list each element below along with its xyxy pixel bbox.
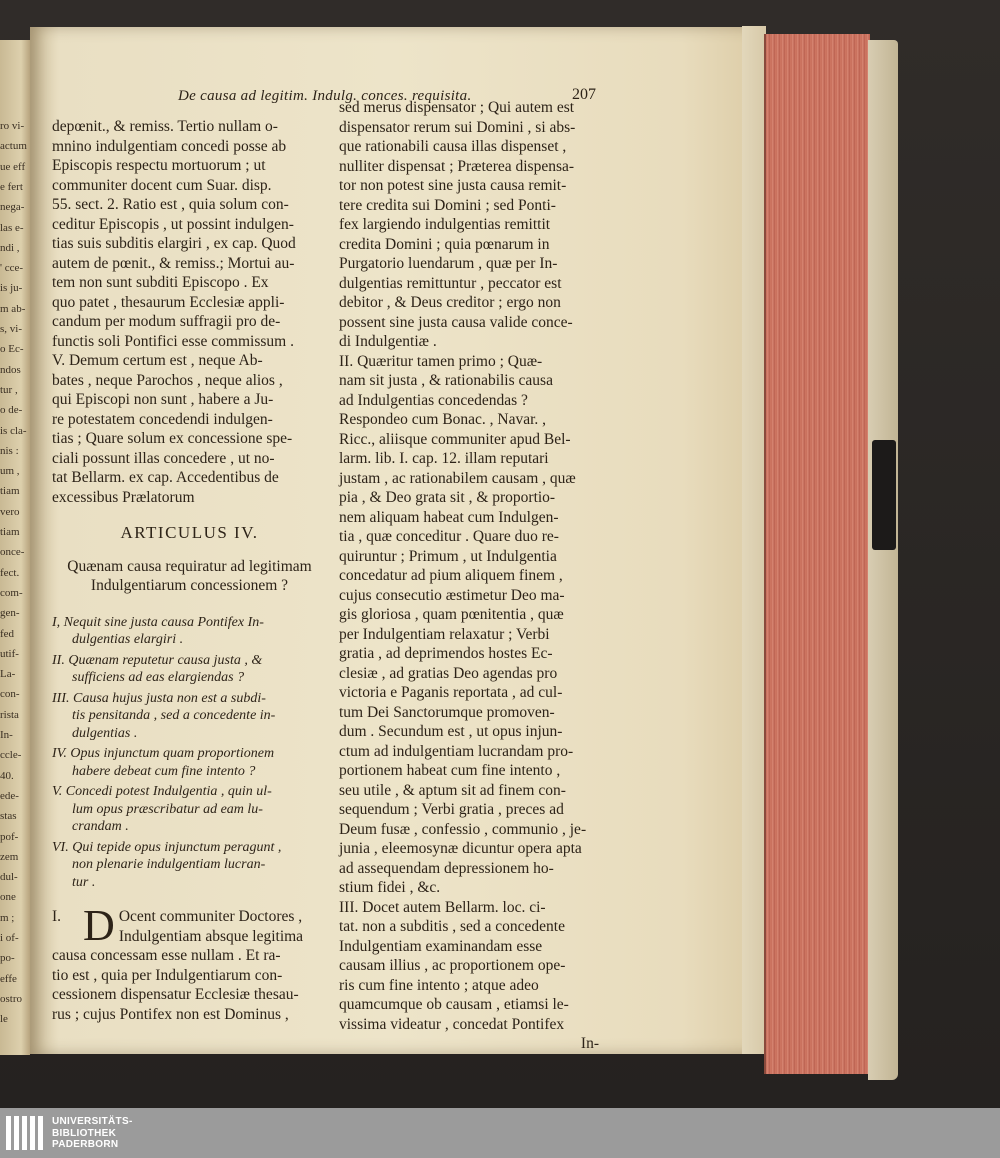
summary-text: lum opus præscribatur ad eam lu- — [72, 801, 263, 817]
text-line: credita Domini ; quia pœnarum in — [339, 235, 550, 253]
summary-text: crandam . — [72, 819, 129, 834]
text-line: per Indulgentiam relaxatur ; Verbi — [339, 625, 550, 643]
article-question — [52, 557, 327, 596]
summary-text: Concedi potest Indulgentia , quin ul- — [65, 784, 272, 799]
text-line: Indulgentiam absque legitima — [118, 927, 304, 945]
facing-page-fragment: ndos — [0, 363, 21, 376]
facing-page-fragment: La- — [0, 668, 16, 681]
summary-text: Causa hujus justa non est a subdi- — [73, 690, 266, 706]
facing-page-fragment: stas — [0, 810, 17, 823]
text-line: junia , eleemosynæ dicuntur opera apta — [339, 840, 582, 857]
facing-page-fragment: tiam — [0, 485, 20, 498]
facing-page-fragment: i of- — [0, 932, 19, 944]
text-line: tia , quæ conceditur . Quare duo re- — [339, 528, 559, 545]
text-line: ris cum fine intento ; atque adeo — [339, 976, 539, 994]
text-line: Ricc., aliisque communiter apud Bel- — [339, 430, 571, 448]
text-line: cessionem dispensatur Ecclesiæ thesau- — [52, 986, 299, 1003]
right-column — [339, 98, 629, 1054]
facing-page-fragment: dul- — [0, 871, 18, 884]
summary-line — [52, 707, 327, 725]
logo-line: UNIVERSITÄTS- — [52, 1116, 133, 1127]
text-line: cujus consecutio æstimetur Deo ma- — [339, 586, 565, 604]
page-edge-red — [764, 34, 870, 1074]
facing-page-fragment: ro vi- — [0, 120, 25, 132]
drop-cap: D — [83, 901, 115, 950]
facing-page-fragment: com- — [0, 586, 23, 599]
text-line: dispensator rerum sui Domini , si abs- — [339, 118, 576, 136]
summary-line — [52, 874, 327, 892]
text-line: stium fidei , &c. — [339, 879, 441, 896]
facing-page-fragment: fect. — [0, 566, 20, 579]
text-line: victoria e Paganis reportata , ad cul- — [339, 684, 563, 701]
text-line: depœnit., & remiss. Tertio nullam o- — [52, 118, 278, 135]
facing-page-fragment: con- — [0, 688, 20, 701]
summary-line — [52, 783, 327, 801]
facing-page-fragment: pof- — [0, 830, 19, 843]
summary-text: Qui tepide opus injunctum peragunt , — [72, 839, 282, 855]
text-line: quiruntur ; Primum , ut Indulgentia — [339, 547, 557, 565]
facing-page-fragment: nis : — [0, 444, 19, 457]
summary-line — [52, 763, 327, 781]
facing-page-fragment: ede- — [0, 789, 19, 802]
article-heading: ARTICULUS IV. — [120, 523, 259, 542]
summary-line — [52, 725, 327, 743]
text-line: nem aliquam habeat cum Indulgen- — [339, 508, 559, 526]
book-cover-edge — [868, 40, 898, 1080]
text-line: re potestatem concedendi indulgen- — [52, 410, 273, 428]
facing-page-fragment: is ju- — [0, 282, 23, 295]
summary-item — [52, 745, 327, 780]
text-line: gis gloriosa , quam pœnitentia , quæ — [339, 606, 564, 623]
text-line: tat. non a subditis , sed a concedente — [339, 918, 565, 935]
facing-page-fragment: s, vi- — [0, 323, 22, 335]
text-line: tum Dei Sanctorumque promoven- — [339, 703, 555, 721]
summary-item — [52, 783, 327, 836]
summary-number: V. — [52, 784, 63, 799]
summary-item — [52, 690, 327, 743]
summary-text: Quænam reputetur causa justa , & — [68, 652, 263, 668]
text-line: sequendum ; Verbi gratia , preces ad — [339, 801, 564, 818]
text-line: tat Bellarm. ex cap. Accedentibus de — [52, 469, 279, 486]
facing-page-fragment: m ab- — [0, 302, 26, 315]
summary-list — [52, 614, 327, 892]
question-line: Indulgentiarum concessionem ? — [90, 577, 289, 594]
text-line: rus ; cujus Pontifex non est Dominus , — [52, 1005, 289, 1023]
paragraph-one — [52, 901, 327, 1024]
text-line: debitor , & Deus creditor ; ergo non — [339, 294, 561, 311]
summary-item — [52, 614, 327, 649]
text-line: Ocent communiter Doctores , — [118, 908, 303, 925]
facing-page-fragment: is cla- — [0, 424, 27, 437]
text-line: gratia , ad deprimendos hostes Ec- — [339, 645, 553, 662]
facing-page-fragment: zem — [0, 850, 19, 863]
text-line: concedatur ad pium aliquem finem , — [339, 567, 563, 584]
facing-page-fragment: tur , — [0, 383, 18, 396]
text-line: que rationabili causa illas dispenset , — [339, 138, 567, 155]
text-line: 55. sect. 2. Ratio est , quia solum con- — [52, 196, 289, 213]
summary-line — [52, 631, 327, 649]
summary-line — [52, 652, 327, 670]
text-line: candum per modum suffragii pro de- — [52, 313, 281, 330]
facing-page-fragment: ndi , — [0, 241, 20, 254]
text-line: Respondeo cum Bonac. , Navar. , — [339, 411, 547, 428]
summary-line — [52, 669, 327, 687]
summary-text: dulgentias elargiri . — [72, 632, 184, 647]
summary-line — [52, 856, 327, 874]
catchword: In- — [580, 1035, 599, 1052]
facing-page-fragment: rista — [0, 708, 19, 721]
text-line: ctum ad indulgentiam lucrandam pro- — [339, 742, 574, 760]
text-line: dulgentias remittuntur , peccator est — [339, 274, 562, 292]
page-edge-white — [742, 26, 766, 1054]
text-line: tias ; Quare solum ex concessione spe- — [52, 430, 293, 447]
text-line: tor non potest sine justa causa remit- — [339, 177, 567, 194]
summary-line — [52, 801, 327, 819]
text-line: tem non sunt subditi Episcopo . Ex — [52, 274, 269, 291]
text-line: dum . Secundum est , ut opus injun- — [339, 723, 563, 740]
text-line: ad Indulgentias concedendas ? — [339, 391, 528, 409]
facing-page-fragment: 40. — [0, 769, 14, 782]
summary-line — [52, 839, 327, 857]
summary-text: non plenarie indulgentiam lucran- — [72, 857, 266, 872]
facing-page-fragment: ue eff — [0, 160, 26, 173]
text-line: tere credita sui Domini ; sed Ponti- — [339, 196, 556, 214]
summary-number: IV. — [52, 746, 67, 761]
text-line: ceditur Episcopis , ut possint indulgen- — [52, 215, 294, 233]
text-line: nam sit justa , & rationabilis causa — [339, 372, 553, 389]
text-line: nulliter dispensat ; Præterea dispensa- — [339, 157, 575, 175]
text-line: Purgatorio luendarum , quæ per In- — [339, 255, 558, 272]
text-line: causa concessam esse nullam . Et ra- — [52, 947, 281, 964]
facing-page-fragment: o de- — [0, 404, 23, 417]
facing-page-fragment: ostro — [0, 992, 22, 1005]
facing-page-fragment: tiam — [0, 526, 20, 538]
facing-page-fragment: one — [0, 891, 16, 904]
text-line: portionem habeat cum fine intento , — [339, 762, 561, 779]
facing-page-fragment: vero — [0, 505, 20, 518]
facing-page-fragment: actum — [0, 140, 27, 153]
text-line: fex largiendo indulgentias remittit — [339, 216, 551, 233]
text-line: communiter docent cum Suar. disp. — [52, 176, 272, 194]
library-footer — [0, 1108, 1000, 1158]
text-line: justam , ac rationabilem causam , quæ — [339, 469, 576, 487]
summary-number: II. — [52, 652, 65, 668]
facing-page-fragment: utif- — [0, 647, 19, 660]
facing-page-fragment: le — [0, 1013, 8, 1026]
text-line: functis soli Pontifici esse commissum . — [52, 332, 294, 350]
page-number: 207 — [572, 86, 596, 103]
paragraph-number: I. — [52, 908, 62, 925]
facing-page-fragment: once- — [0, 546, 25, 559]
text-line: seu utile , & aptum sit ad finem con- — [339, 781, 566, 799]
running-title: De causa ad legitim. Indulg. conces. requisita. — [178, 88, 472, 104]
summary-item — [52, 652, 327, 687]
text-line: excessibus Prælatorum — [52, 488, 195, 506]
logo-line: PADERBORN — [52, 1139, 119, 1150]
summary-line — [52, 690, 327, 708]
left-column — [52, 117, 327, 1024]
text-line: clesiæ , ad gratias Deo agendas pro — [339, 664, 558, 682]
text-line: sed merus dispensator ; Qui autem est — [339, 99, 575, 116]
facing-page-fragment: nega- — [0, 201, 25, 214]
question-line: Quænam causa requiratur ad legitimam — [67, 557, 312, 575]
library-logo-text — [52, 1116, 133, 1151]
logo-line: BIBLIOTHEK — [52, 1127, 117, 1139]
summary-line — [52, 818, 327, 836]
text-line: quo patet , thesaurum Ecclesiæ appli- — [52, 293, 285, 311]
text-line: ad assequendam depressionem ho- — [339, 859, 554, 877]
text-line: Deum fusæ , confessio , communio , je- — [339, 820, 587, 838]
text-line: Episcopis respectu mortuorum ; ut — [52, 157, 266, 174]
summary-text: Nequit sine justa causa Pontifex In- — [63, 614, 264, 630]
text-line: larm. lib. I. cap. 12. illam reputari — [339, 450, 549, 467]
text-line: tio est , quia per Indulgentiarum con- — [52, 966, 283, 984]
text-line: Indulgentiam examinandam esse — [339, 937, 543, 955]
text-line: quamcumque ob causam , etiamsi le- — [339, 996, 569, 1013]
text-line: II. Quæritur tamen primo ; Quæ- — [339, 352, 543, 370]
facing-page-fragment: o Ec- — [0, 343, 24, 356]
facing-page-fragment: m ; — [0, 911, 15, 924]
bookmark-ribbon — [872, 440, 896, 550]
summary-text: dulgentias . — [72, 725, 138, 741]
text-line: autem de pœnit., & remiss.; Mortui au- — [52, 254, 295, 272]
facing-page-fragment: um , — [0, 465, 20, 478]
facing-page-fragment: ccle- — [0, 749, 22, 762]
text-line: mnino indulgentiam concedi posse ab — [52, 137, 287, 155]
facing-page-fragment: e fert — [0, 180, 23, 193]
facing-page-fragment: ' cce- — [0, 262, 24, 275]
text-line: vissima videatur , concedat Pontifex — [339, 1015, 565, 1033]
text-line: V. Demum certum est , neque Ab- — [52, 352, 263, 369]
summary-text: sufficiens ad eas elargiendas ? — [72, 670, 245, 685]
text-line: bates , neque Parochos , neque alios , — [52, 371, 283, 389]
text-line: causam illius , ac proportionem ope- — [339, 957, 566, 974]
text-line: possent sine justa causa valide conce- — [339, 313, 573, 331]
facing-page-edge — [0, 40, 30, 1055]
text-line: ciali possunt illas concedere , ut no- — [52, 449, 275, 467]
summary-text: tis pensitanda , sed a concedente in- — [72, 708, 276, 723]
summary-item — [52, 839, 327, 892]
facing-page-fragment: las e- — [0, 221, 24, 234]
facing-page-fragment: effe — [0, 972, 17, 985]
summary-text: tur . — [72, 874, 96, 890]
library-logo-icon — [6, 1116, 46, 1150]
facing-page-fragment: gen- — [0, 607, 20, 620]
text-line: III. Docet autem Bellarm. loc. ci- — [339, 898, 546, 916]
facing-page-fragment: In- — [0, 729, 13, 741]
text-line: tias suis subditis elargiri , ex cap. Quod — [52, 235, 296, 252]
summary-text: Opus injunctum quam proportionem — [70, 746, 275, 761]
summary-line — [52, 745, 327, 763]
text-line: pia , & Deo grata sit , & proportio- — [339, 489, 556, 506]
summary-number: VI. — [52, 839, 69, 855]
summary-number: I, — [52, 614, 61, 630]
summary-line — [52, 614, 327, 632]
facing-page-fragment: fed — [0, 627, 15, 640]
book-fore-edge — [742, 26, 882, 1054]
summary-number: III. — [52, 690, 70, 706]
summary-text: habere debeat cum fine intento ? — [72, 763, 256, 779]
text-line: qui Episcopi non sunt , habere a Ju- — [52, 391, 274, 408]
facing-page-fragment: po- — [0, 952, 15, 965]
text-line: di Indulgentiæ . — [339, 333, 437, 350]
